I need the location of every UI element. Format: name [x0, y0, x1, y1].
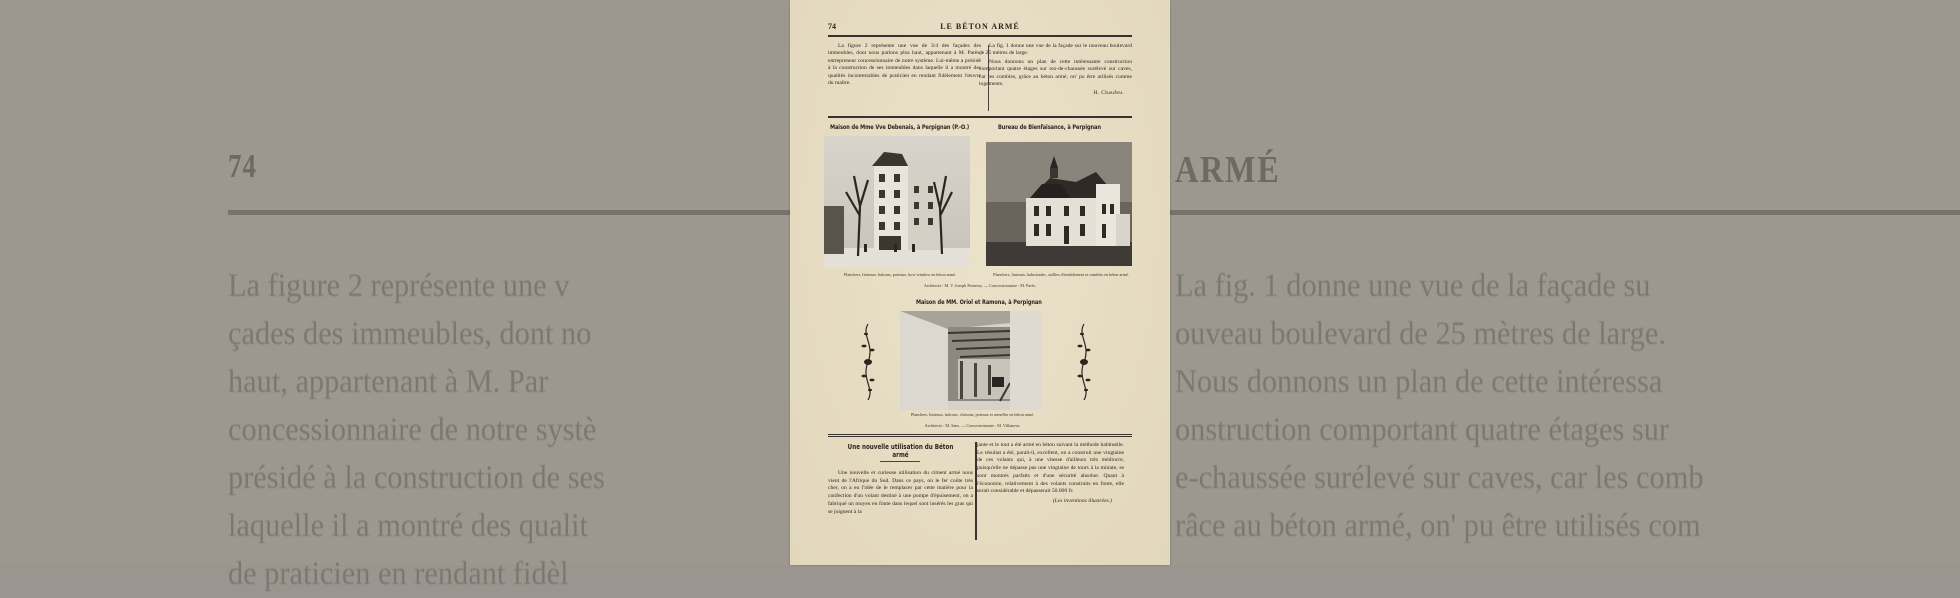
paragraph: jante et le tout a été armé en béton suivant la méthode habituelle. Le résultat a été, paraît-il, excellent, on a construit une vingtaine de ces volants qui, à une vitesse d'ailleurs très médiocre, puisqu'elle ne dépasse pas une vingtaine de tours à la minute, se sont montrés parfaits et d'une sécurité absolue. Quant à l'économie, relativement à des volants construits en fonte, elle serait considérable et dépasserait 50.000 fr.	[977, 442, 1124, 495]
paragraph: La fig. 1 donne une vue de la façade sur le nouveau boulevard de 25 mètres de large.	[979, 43, 1132, 57]
caption-oriol-ramona: Planchers, linteaux, balcons, cloisons, poteaux et semelles en béton armé.	[910, 412, 1035, 417]
backdrop-line: haut, appartenant à M. Par	[228, 364, 549, 400]
figure-title-bienfaisance: Bureau de Bienfaisance, à Perpignan	[998, 124, 1101, 131]
title-underline	[880, 461, 920, 462]
top-article-left-column	[828, 43, 981, 88]
paragraph: Une nouvelle et curieuse utilisation du ciment armé nous vient de l'Afrique du Sud. Dans ce pays, où le fer coûte très cher, on a eu l'idée de le remplacer par cette matière pour la confection d'un volant destiné à une pompe d'épuisement, on a fabriqué un moyeu en fonte dans lequel sont insérés les gras qui se joignent à la	[828, 470, 973, 515]
page-number: 74	[828, 22, 836, 31]
page-header	[828, 22, 1132, 34]
journal-title: LE BÉTON ARMÉ	[940, 22, 1020, 31]
scanned-page	[790, 0, 1170, 565]
caption-bienfaisance: Planchers, linteaux, balustrades, saillies d'entablement et combles en béton armé.	[993, 272, 1129, 277]
article-title: Une nouvelle utilisation du Béton armé	[847, 443, 954, 459]
building-photo-icon	[824, 136, 970, 268]
backdrop-line: La figure 2 représente une v	[228, 268, 570, 304]
backdrop-line: La fig. 1 donne une vue de la façade su	[1175, 268, 1651, 304]
article-source: (Les inventions illustrées.)	[1052, 497, 1112, 504]
backdrop-line: ouveau boulevard de 25 mètres de large.	[1175, 316, 1666, 352]
backdrop-page-number: 74	[228, 148, 257, 185]
floral-ornament-right-icon	[1075, 322, 1093, 402]
paragraph: Nous donnons un plan de cette intéressante construction comportant quatre étages sur rez-de-chaussée surélevé sur caves, car les combles, grâce au béton armé, on' pu être utilisés comme logements.	[979, 58, 1132, 88]
figure-title-oriol-ramona: Maison de MM. Oriol et Ramona, à Perpignan	[916, 299, 1042, 306]
section-rule	[828, 116, 1132, 118]
section-rule	[828, 436, 1132, 437]
article-left-column	[828, 470, 973, 516]
credit-shared: Architecte : M. V. Joseph Pernessy. — Concessionnaire : M. Parès.	[923, 283, 1037, 288]
backdrop-left-text	[228, 262, 605, 598]
backdrop-line: çades des immeubles, dont no	[228, 316, 592, 352]
backdrop-line: présidé à la construction de ses	[228, 460, 605, 496]
floral-ornament-left-icon	[859, 322, 877, 402]
backdrop-line: Nous donnons un plan de cette intéressa	[1175, 364, 1663, 400]
article-right-column	[977, 442, 1124, 506]
interior-photo-icon	[900, 311, 1042, 410]
backdrop-line: concessionnaire de notre systè	[228, 412, 597, 448]
header-rule	[828, 35, 1132, 37]
top-article-right-column	[979, 43, 1132, 98]
building-photo-icon	[986, 142, 1132, 266]
backdrop-title-fragment: ARMÉ	[1175, 149, 1281, 191]
backdrop-line: râce au béton armé, on' pu être utilisés com	[1175, 508, 1701, 544]
backdrop-line: e-chaussée surélevé sur caves, car les comb	[1175, 460, 1704, 496]
backdrop-right-text	[1175, 262, 1704, 550]
credit-oriol-ramona: Architecte : M. Sans. — Concessionnaire : M. Villanova.	[924, 423, 1021, 428]
photo-oriol-ramona-interior	[900, 311, 1042, 410]
caption-debenais: Planchers, linteaux, balcons, poteaux, bow-window en béton armé.	[843, 272, 957, 277]
photo-debenais-house	[824, 136, 970, 268]
backdrop-line: de praticien en rendant fidèl	[228, 556, 569, 592]
top-article	[828, 43, 1132, 113]
figure-title-debenais: Maison de Mme Vve Debenais, à Perpignan (P.-O.)	[830, 124, 970, 131]
section-rule	[828, 434, 1132, 435]
backdrop-line: laquelle il a montré des qualit	[228, 508, 588, 544]
paragraph: La figure 2 représente une vue de 3/4 des façades des immeubles, dont nous parlons plus haut, appartenant à M. Parès, entrepreneur concessionnaire de notre système. Lui-même a présidé à la construction de ses immeubles dans laquelle il a montré des qualités incontestables de praticien en rendant fidèlement l'œuvre du maître.	[828, 43, 981, 87]
backdrop-line: onstruction comportant quatre étages sur	[1175, 412, 1670, 448]
author-signature: H. Chaufeu.	[1093, 90, 1124, 97]
photo-bienfaisance-office	[986, 142, 1132, 266]
